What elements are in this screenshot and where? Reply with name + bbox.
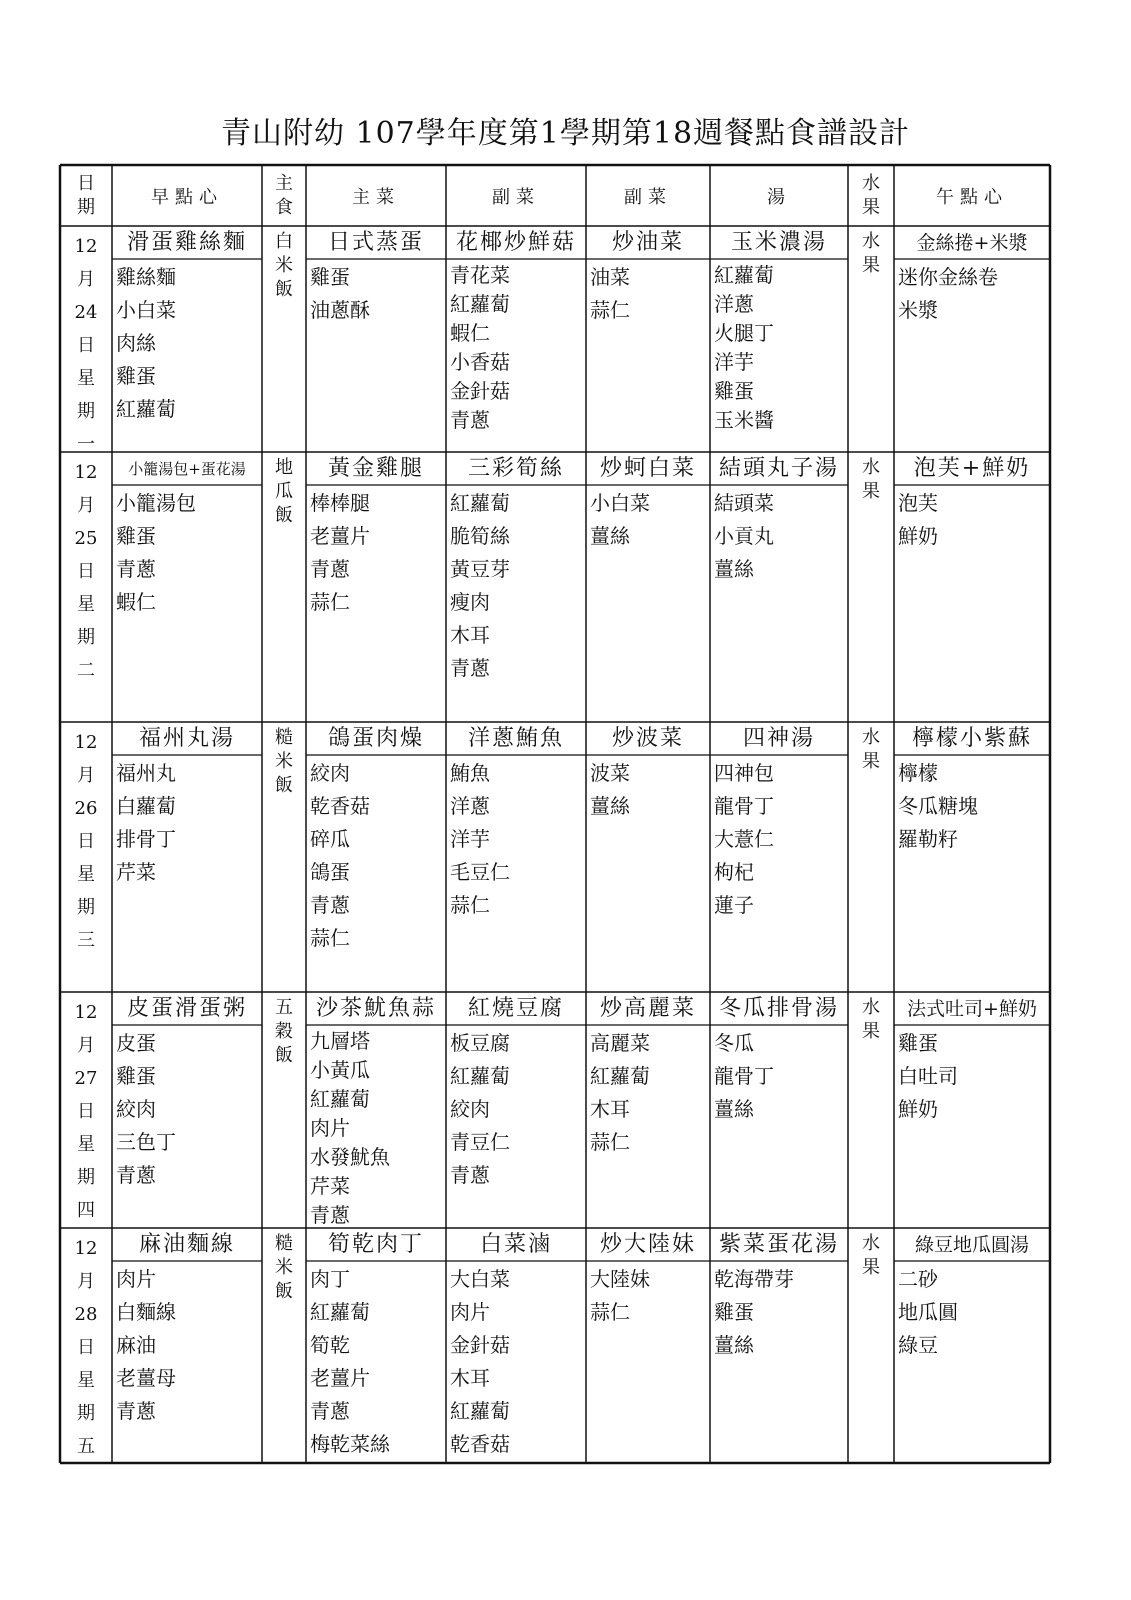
staple-char: 米 (275, 751, 293, 772)
ingredient-list (310, 261, 444, 327)
fruit-cell (848, 726, 894, 774)
date-part: 12 (74, 1238, 98, 1259)
dish-name: 炒高麗菜 (599, 996, 696, 1021)
ingredient-list (310, 487, 444, 619)
ingredient-item: 黃豆芽 (450, 557, 510, 581)
ingredient-item: 紅蘿蔔 (590, 1064, 650, 1088)
ingredient-list (450, 261, 584, 435)
ingredient-list (450, 487, 584, 685)
ingredient-item: 木耳 (450, 623, 490, 647)
ingredient-item: 洋蔥 (450, 794, 490, 818)
ingredient-list (714, 1027, 846, 1126)
date-part: 五 (77, 1436, 95, 1457)
ingredient-item: 青蔥 (310, 1399, 350, 1423)
ingredient-item: 芹菜 (310, 1174, 350, 1198)
ingredient-item: 肉丁 (310, 1267, 350, 1291)
header-soup: 湯 (767, 186, 791, 208)
ingredient-list (590, 487, 708, 553)
ingredient-item: 雞蛋 (714, 1300, 754, 1324)
ingredient-list (714, 487, 846, 586)
header-char: 日 (77, 172, 95, 194)
ingredient-item: 龍骨丁 (714, 1064, 774, 1088)
ingredient-item: 乾海帶芽 (714, 1267, 794, 1291)
ingredient-item: 玉米醬 (714, 408, 774, 432)
ingredient-list (450, 757, 584, 922)
date-part: 月 (77, 1271, 95, 1292)
ingredient-item: 鴿蛋 (310, 860, 350, 884)
ingredient-item: 白麵線 (116, 1300, 176, 1324)
date-part: 12 (74, 236, 98, 257)
ingredient-item: 大陸妹 (590, 1267, 650, 1291)
fruit-char: 果 (862, 1257, 880, 1278)
ingredient-list (116, 1027, 260, 1192)
ingredient-item: 綠豆 (898, 1333, 938, 1357)
ingredient-item: 薑絲 (590, 794, 630, 818)
ingredient-list (450, 1263, 584, 1461)
date-part: 日 (77, 335, 95, 356)
ingredient-item: 絞肉 (116, 1097, 156, 1121)
ingredient-item: 小黃瓜 (310, 1058, 370, 1082)
header-snack: 午點心 (936, 186, 1008, 208)
date-cell (60, 726, 112, 957)
dish-name: 麻油麵線 (138, 1232, 235, 1257)
fruit-char: 果 (862, 1021, 880, 1042)
dish-name: 白菜滷 (479, 1232, 552, 1257)
dish-name: 炒大陸妹 (599, 1232, 696, 1257)
dish-name: 玉米濃湯 (730, 230, 827, 255)
date-part: 27 (74, 1068, 98, 1089)
ingredient-item: 青蔥 (450, 408, 490, 432)
date-part: 期 (77, 627, 95, 648)
ingredient-item: 脆筍絲 (450, 524, 510, 548)
ingredient-item: 紅蘿蔔 (450, 1399, 510, 1423)
date-part: 一 (77, 434, 95, 455)
staple-char: 飯 (275, 775, 293, 796)
ingredient-item: 蒜仁 (450, 893, 490, 917)
ingredient-item: 肉片 (310, 1116, 350, 1140)
header-date (60, 165, 112, 226)
ingredient-item: 紅蘿蔔 (310, 1300, 370, 1324)
ingredient-item: 青蔥 (450, 656, 490, 680)
ingredient-item: 蝦仁 (116, 590, 156, 614)
ingredient-item: 乾香菇 (310, 794, 370, 818)
date-part: 12 (74, 732, 98, 753)
ingredient-item: 瘦肉 (450, 590, 490, 614)
ingredient-item: 碎瓜 (310, 827, 350, 851)
date-cell (60, 456, 112, 687)
ingredient-list (450, 1027, 584, 1192)
ingredient-item: 雞蛋 (714, 379, 754, 403)
date-part: 期 (77, 1167, 95, 1188)
ingredient-item: 蒜仁 (590, 1300, 630, 1324)
ingredient-item: 板豆腐 (450, 1031, 510, 1055)
fruit-char: 水 (862, 997, 880, 1018)
ingredient-item: 青蔥 (450, 1163, 490, 1187)
dish-name: 小籠湯包+蛋花湯 (128, 460, 246, 478)
date-part: 24 (74, 302, 98, 323)
ingredient-list (116, 1263, 260, 1428)
ingredient-list (590, 757, 708, 823)
ingredient-item: 青蔥 (116, 557, 156, 581)
date-part: 日 (77, 831, 95, 852)
ingredient-item: 洋芋 (714, 350, 754, 374)
ingredient-list (714, 1263, 846, 1362)
ingredient-list (590, 261, 708, 327)
dish-name: 結頭丸子湯 (718, 456, 839, 481)
ingredient-item: 皮蛋 (116, 1031, 156, 1055)
ingredient-item: 紅蘿蔔 (450, 491, 510, 515)
dish-name: 綠豆地瓜圓湯 (914, 1234, 1029, 1256)
staple-char: 米 (275, 1257, 293, 1278)
ingredient-item: 枸杞 (714, 860, 754, 884)
ingredient-item: 波菜 (590, 761, 630, 785)
ingredient-item: 梅乾菜絲 (310, 1432, 390, 1456)
header-breakfast: 早點心 (151, 186, 223, 208)
ingredient-list (898, 261, 1048, 327)
ingredient-item: 二砂 (898, 1267, 938, 1291)
dish-name: 沙茶魷魚蒜 (315, 996, 436, 1021)
ingredient-item: 毛豆仁 (450, 860, 510, 884)
ingredient-item: 小籠湯包 (116, 491, 196, 515)
dish-name: 炒波菜 (611, 726, 684, 751)
date-part: 日 (77, 1337, 95, 1358)
ingredient-item: 麻油 (116, 1333, 156, 1357)
ingredient-item: 青蔥 (310, 1203, 350, 1227)
staple-char: 飯 (275, 279, 293, 300)
ingredient-item: 老薑片 (310, 1366, 370, 1390)
ingredient-item: 大白菜 (450, 1267, 510, 1291)
header-side2: 副菜 (624, 186, 672, 208)
ingredient-item: 米漿 (898, 298, 938, 322)
fruit-cell (848, 456, 894, 504)
ingredient-item: 冬瓜糖塊 (898, 794, 978, 818)
header-char: 果 (862, 196, 880, 218)
staple-cell (262, 230, 306, 302)
ingredient-item: 青蔥 (116, 1399, 156, 1423)
ingredient-item: 青花菜 (450, 263, 510, 287)
ingredient-item: 青豆仁 (450, 1130, 510, 1154)
ingredient-item: 絞肉 (310, 761, 350, 785)
dish-name: 紫菜蛋花湯 (718, 1232, 839, 1257)
ingredient-item: 鮪魚 (450, 761, 490, 785)
fruit-char: 水 (862, 1233, 880, 1254)
ingredient-item: 蒜仁 (590, 298, 630, 322)
ingredient-item: 冬瓜 (714, 1031, 754, 1055)
ingredient-item: 小白菜 (116, 298, 176, 322)
date-part: 28 (74, 1304, 98, 1325)
ingredient-item: 蝦仁 (450, 321, 490, 345)
fruit-cell (848, 230, 894, 278)
header-char: 水 (862, 172, 880, 194)
ingredient-item: 紅蘿蔔 (450, 1064, 510, 1088)
ingredient-item: 青蔥 (116, 1163, 156, 1187)
staple-char: 地 (275, 457, 293, 478)
ingredient-item: 薑絲 (714, 557, 754, 581)
ingredient-item: 油菜 (590, 265, 630, 289)
fruit-char: 水 (862, 457, 880, 478)
ingredient-item: 雞蛋 (898, 1031, 938, 1055)
ingredient-item: 棒棒腿 (310, 491, 370, 515)
ingredient-list (590, 1027, 708, 1159)
staple-cell (262, 996, 306, 1068)
ingredient-item: 乾香菇 (450, 1432, 510, 1456)
staple-char: 糙 (275, 727, 293, 748)
staple-char: 飯 (275, 505, 293, 526)
ingredient-item: 雞絲麵 (116, 265, 176, 289)
ingredient-item: 泡芙 (898, 491, 938, 515)
dish-name: 炒油菜 (611, 230, 684, 255)
date-part: 二 (77, 660, 95, 681)
date-part: 三 (77, 930, 95, 951)
staple-char: 飯 (275, 1045, 293, 1066)
date-part: 日 (77, 1101, 95, 1122)
ingredient-item: 羅勒籽 (898, 827, 958, 851)
ingredient-item: 紅蘿蔔 (450, 292, 510, 316)
header-char: 期 (77, 196, 95, 218)
ingredient-item: 雞蛋 (116, 1064, 156, 1088)
staple-char: 五 (275, 997, 293, 1018)
ingredient-item: 紅蘿蔔 (116, 397, 176, 421)
staple-char: 糙 (275, 1233, 293, 1254)
ingredient-item: 白蘿蔔 (116, 794, 176, 818)
ingredient-item: 洋蔥 (714, 292, 754, 316)
date-part: 月 (77, 269, 95, 290)
header-main: 主菜 (352, 186, 400, 208)
date-part: 月 (77, 765, 95, 786)
date-part: 期 (77, 1403, 95, 1424)
date-part: 期 (77, 897, 95, 918)
dish-name: 檸檬小紫蘇 (911, 726, 1032, 751)
fruit-cell (848, 1232, 894, 1280)
page-title: 青山附幼 107學年度第1學期第18週餐點食譜設計 (220, 116, 911, 151)
ingredient-item: 雞蛋 (310, 265, 350, 289)
ingredient-item: 鮮奶 (898, 1097, 938, 1121)
ingredient-item: 油蔥酥 (310, 298, 370, 322)
ingredient-item: 薑絲 (714, 1097, 754, 1121)
header-char: 主 (275, 172, 293, 194)
ingredient-item: 迷你金絲卷 (898, 265, 998, 289)
ingredient-item: 洋芋 (450, 827, 490, 851)
staple-char: 白 (275, 231, 293, 252)
fruit-char: 果 (862, 751, 880, 772)
ingredient-item: 絞肉 (450, 1097, 490, 1121)
date-cell (60, 1232, 112, 1463)
ingredient-item: 蒜仁 (310, 590, 350, 614)
dish-name: 滑蛋雞絲麵 (126, 230, 247, 255)
ingredient-item: 芹菜 (116, 860, 156, 884)
ingredient-list (590, 1263, 708, 1329)
ingredient-list (714, 261, 846, 435)
ingredient-item: 大薏仁 (714, 827, 774, 851)
fruit-char: 果 (862, 481, 880, 502)
ingredient-item: 火腿丁 (714, 321, 774, 345)
date-part: 四 (77, 1200, 95, 1221)
date-part: 星 (77, 1134, 95, 1155)
fruit-char: 水 (862, 727, 880, 748)
date-part: 25 (74, 528, 98, 549)
staple-cell (262, 1232, 306, 1304)
ingredient-list (310, 1027, 444, 1230)
ingredient-item: 水發魷魚 (310, 1145, 390, 1169)
ingredient-item: 福州丸 (116, 761, 176, 785)
ingredient-item: 九層塔 (310, 1029, 370, 1053)
ingredient-item: 結頭菜 (714, 491, 774, 515)
ingredient-item: 小香菇 (450, 350, 510, 374)
dish-name: 炒蚵白菜 (599, 456, 696, 481)
date-part: 12 (74, 1002, 98, 1023)
staple-cell (262, 456, 306, 528)
date-part: 星 (77, 594, 95, 615)
ingredient-item: 紅蘿蔔 (310, 1087, 370, 1111)
dish-name: 花椰炒鮮菇 (455, 230, 576, 255)
ingredient-item: 三色丁 (116, 1130, 176, 1154)
ingredient-item: 小貢丸 (714, 524, 774, 548)
dish-name: 黃金雞腿 (327, 456, 424, 481)
ingredient-item: 薑絲 (590, 524, 630, 548)
ingredient-list (116, 261, 260, 426)
ingredient-list (898, 1027, 1048, 1126)
staple-char: 穀 (275, 1021, 293, 1042)
date-part: 星 (77, 368, 95, 389)
dish-name: 紅燒豆腐 (467, 996, 564, 1021)
ingredient-item: 白吐司 (898, 1064, 958, 1088)
fruit-cell (848, 996, 894, 1044)
date-cell (60, 230, 112, 461)
ingredient-item: 蒜仁 (310, 926, 350, 950)
dish-name: 三彩筍絲 (467, 456, 564, 481)
header-staple (262, 165, 306, 226)
ingredient-list (116, 757, 260, 889)
ingredient-item: 肉片 (116, 1267, 156, 1291)
ingredient-list (116, 487, 260, 619)
ingredient-item: 蒜仁 (590, 1130, 630, 1154)
staple-char: 瓜 (275, 481, 293, 502)
ingredient-item: 檸檬 (898, 761, 938, 785)
date-cell (60, 996, 112, 1227)
date-part: 日 (77, 561, 95, 582)
ingredient-item: 地瓜圓 (898, 1300, 958, 1324)
ingredient-list (310, 1263, 444, 1461)
header-char: 食 (275, 196, 293, 218)
date-part: 12 (74, 462, 98, 483)
ingredient-item: 雞蛋 (116, 524, 156, 548)
dish-name: 日式蒸蛋 (327, 230, 424, 255)
staple-char: 米 (275, 255, 293, 276)
ingredient-item: 鮮奶 (898, 524, 938, 548)
ingredient-item: 薑絲 (714, 1333, 754, 1357)
header-side1: 副菜 (492, 186, 540, 208)
date-part: 月 (77, 1035, 95, 1056)
ingredient-item: 木耳 (590, 1097, 630, 1121)
ingredient-list (898, 757, 1048, 856)
ingredient-item: 木耳 (450, 1366, 490, 1390)
ingredient-item: 蓮子 (714, 893, 754, 917)
ingredient-item: 老薑母 (116, 1366, 176, 1390)
header-fruit (848, 165, 894, 226)
ingredient-item: 龍骨丁 (714, 794, 774, 818)
dish-name: 皮蛋滑蛋粥 (126, 996, 247, 1021)
ingredient-list (898, 487, 1048, 553)
dish-name: 筍乾肉丁 (327, 1232, 424, 1257)
ingredient-item: 筍乾 (310, 1333, 350, 1357)
date-part: 月 (77, 495, 95, 516)
ingredient-item: 排骨丁 (116, 827, 176, 851)
ingredient-item: 青蔥 (310, 893, 350, 917)
ingredient-item: 四神包 (714, 761, 774, 785)
ingredient-item: 肉片 (450, 1300, 490, 1324)
ingredient-item: 小白菜 (590, 491, 650, 515)
ingredient-item: 金針菇 (450, 379, 510, 403)
ingredient-item: 肉絲 (116, 331, 156, 355)
fruit-char: 水 (862, 231, 880, 252)
ingredient-item: 老薑片 (310, 524, 370, 548)
date-part: 星 (77, 864, 95, 885)
dish-name: 四神湯 (742, 726, 815, 751)
ingredient-list (714, 757, 846, 922)
dish-name: 鴿蛋肉燥 (327, 726, 424, 751)
ingredient-item: 青蔥 (310, 557, 350, 581)
fruit-char: 果 (862, 255, 880, 276)
ingredient-item: 金針菇 (450, 1333, 510, 1357)
dish-name: 福州丸湯 (138, 726, 235, 751)
dish-name: 法式吐司+鮮奶 (907, 998, 1037, 1020)
ingredient-item: 雞蛋 (116, 364, 156, 388)
dish-name: 冬瓜排骨湯 (718, 996, 839, 1021)
ingredient-item: 高麗菜 (590, 1031, 650, 1055)
staple-char: 飯 (275, 1281, 293, 1302)
date-part: 26 (74, 798, 98, 819)
dish-name: 洋蔥鮪魚 (467, 726, 564, 751)
ingredient-item: 紅蘿蔔 (714, 263, 774, 287)
date-part: 星 (77, 1370, 95, 1391)
dish-name: 金絲捲+米漿 (916, 232, 1028, 254)
dish-name: 泡芙+鮮奶 (913, 456, 1031, 481)
staple-cell (262, 726, 306, 798)
ingredient-list (898, 1263, 1048, 1362)
date-part: 期 (77, 401, 95, 422)
ingredient-list (310, 757, 444, 955)
